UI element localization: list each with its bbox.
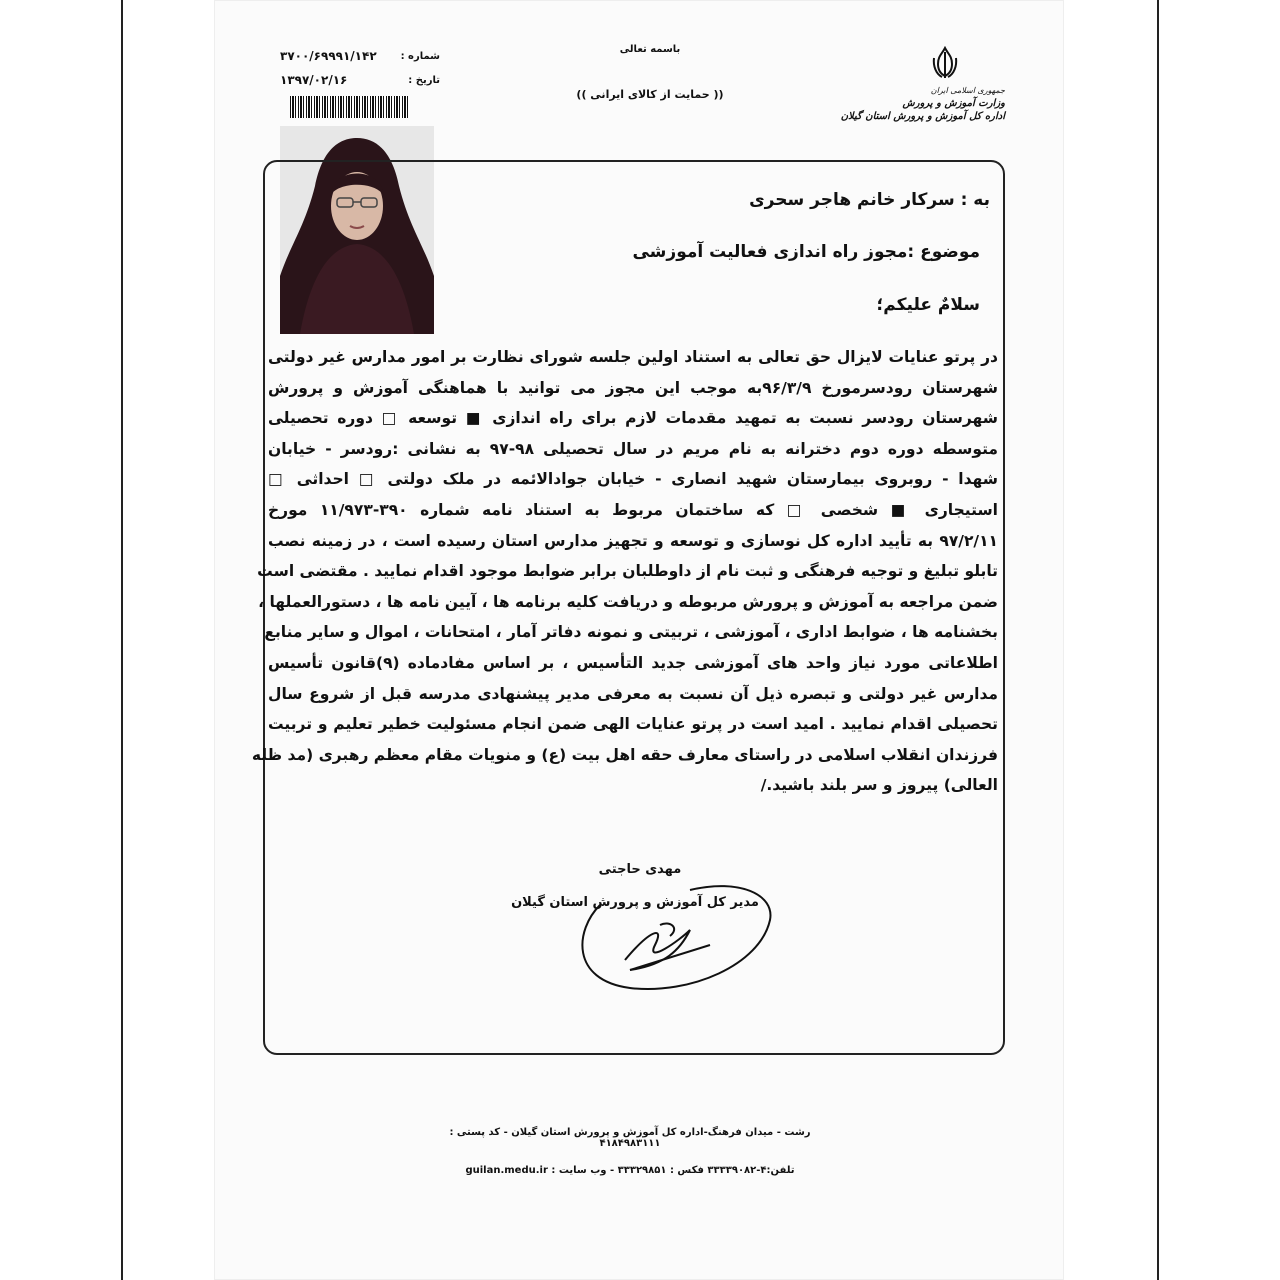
body-line: بخشنامه ها ، ضوابط اداری ، آموزشی ، تربیتی و نمونه دفاتر آمار ، امتحانات ، اموال و سایر منابع [264, 623, 998, 642]
number-value: ۳۷۰۰/۶۹۹۹۱/۱۴۲ [280, 49, 377, 63]
ministry-heading [840, 84, 1005, 123]
body-line: متوسطه دوره دوم دخترانه به نام مریم در سال تحصیلی ۹۸-۹۷ به نشانی :رودسر - خیابان [268, 439, 998, 458]
body-line: شهدا - روبروی بیمارستان شهید انصاری - خیابان جوادالائمه در ملک دولتی □ احداثی □ [268, 470, 998, 489]
body-line: تحصیلی اقدام نمایید . امید است در پرتو عنایات الهی ضمن انجام مسئولیت خطیر تعلیم و تربیت [268, 715, 998, 734]
basmala: باسمه تعالی [619, 44, 681, 55]
subject-line: موضوع :مجوز راه اندازی فعالیت آموزشی [632, 242, 980, 262]
date-label: تاریخ : [408, 74, 440, 86]
body-line: ۹۷/۲/۱۱ به تأیید اداره کل نوسازی و توسعه و تجهیز مدارس استان رسیده است ، در زمینه نصب [268, 531, 998, 550]
recipient-line: به : سرکار خانم هاجر سحری [749, 190, 990, 210]
body-line: اطلاعاتی مورد نیاز واحد های آموزشی جدید التأسیس ، بر اساس مفادماده (۹)قانون تأسیس [268, 653, 998, 672]
body-line: شهرستان رودسرمورخ ۹۶/۳/۹به موجب این مجوز می توانید با هماهنگی آموزش و پرورش [268, 378, 998, 397]
date-row [280, 68, 440, 92]
ministry-line-ministry: وزارت آموزش و پرورش [902, 98, 1005, 109]
greeting-line: سلامٌ علیکم؛ [876, 295, 980, 315]
body-line: در پرتو عنایات لایزال حق تعالی به استناد اولین جلسه شورای نظارت بر امور مدارس غیر دولتی [268, 348, 998, 366]
body-line: تابلو تبلیغ و توجیه فرهنگی و ثبت نام از داوطلبان برابر ضوابط موجود اقدام نمایید . مقتضی است [257, 562, 998, 581]
body-line: مدارس غیر دولتی و تبصره ذیل آن نسبت به معرفی مدیر پیشنهادی مدرسه قبل از شروع سال [268, 684, 998, 703]
body-line: العالی) پیروز و سر بلند باشید./ [760, 776, 998, 795]
number-row [280, 44, 440, 68]
body-line: ضمن مراجعه به آموزش و پرورش مربوطه و دریافت کلیه برنامه ها ، آیین نامه ها ، دستورالعملها ، [258, 592, 998, 611]
handwritten-signature [570, 870, 780, 1000]
signer-name: مهدی حاجتی [598, 862, 682, 877]
date-value: ۱۳۹۷/۰۲/۱۶ [280, 73, 348, 87]
ministry-line-office: اداره کل آموزش و پرورش استان گیلان [840, 111, 1005, 122]
letter-body [251, 342, 998, 801]
support-slogan: (( حمایت از کالای ایرانی )) [576, 88, 724, 101]
footer-address: رشت - میدان فرهنگ-اداره کل آموزش و پرورش استان گیلان - کد پستی : ۴۱۸۴۹۸۳۱۱۱ [449, 1127, 811, 1149]
body-line: فرزندان انقلاب اسلامی در راستای معارف حقه اهل بیت (ع) و منویات مقام معظم رهبری (مد ظله [251, 745, 998, 764]
ministry-line-country: جمهوری اسلامی ایران [930, 86, 1005, 95]
letter-meta [280, 44, 440, 92]
body-line: استیجاری ■ شخصی □ که ساختمان مربوط به استناد نامه شماره ۳۹۰-۱۱/۹۷۳ مورخ [268, 500, 998, 519]
signer-title: مدیر کل آموزش و پرورش استان گیلان [511, 895, 759, 910]
body-line: شهرستان رودسر نسبت به تمهید مقدمات لازم برای راه اندازی ■ توسعه □ دوره تحصیلی [268, 409, 998, 428]
barcode [290, 96, 410, 118]
number-label: شماره : [400, 50, 440, 62]
footer-contact: تلفن:۴-۳۳۳۳۹۰۸۲ فکس : ۳۳۳۲۹۸۵۱ - وب سایت : guilan.medu.ir [465, 1165, 795, 1176]
iran-emblem-icon [930, 46, 960, 80]
